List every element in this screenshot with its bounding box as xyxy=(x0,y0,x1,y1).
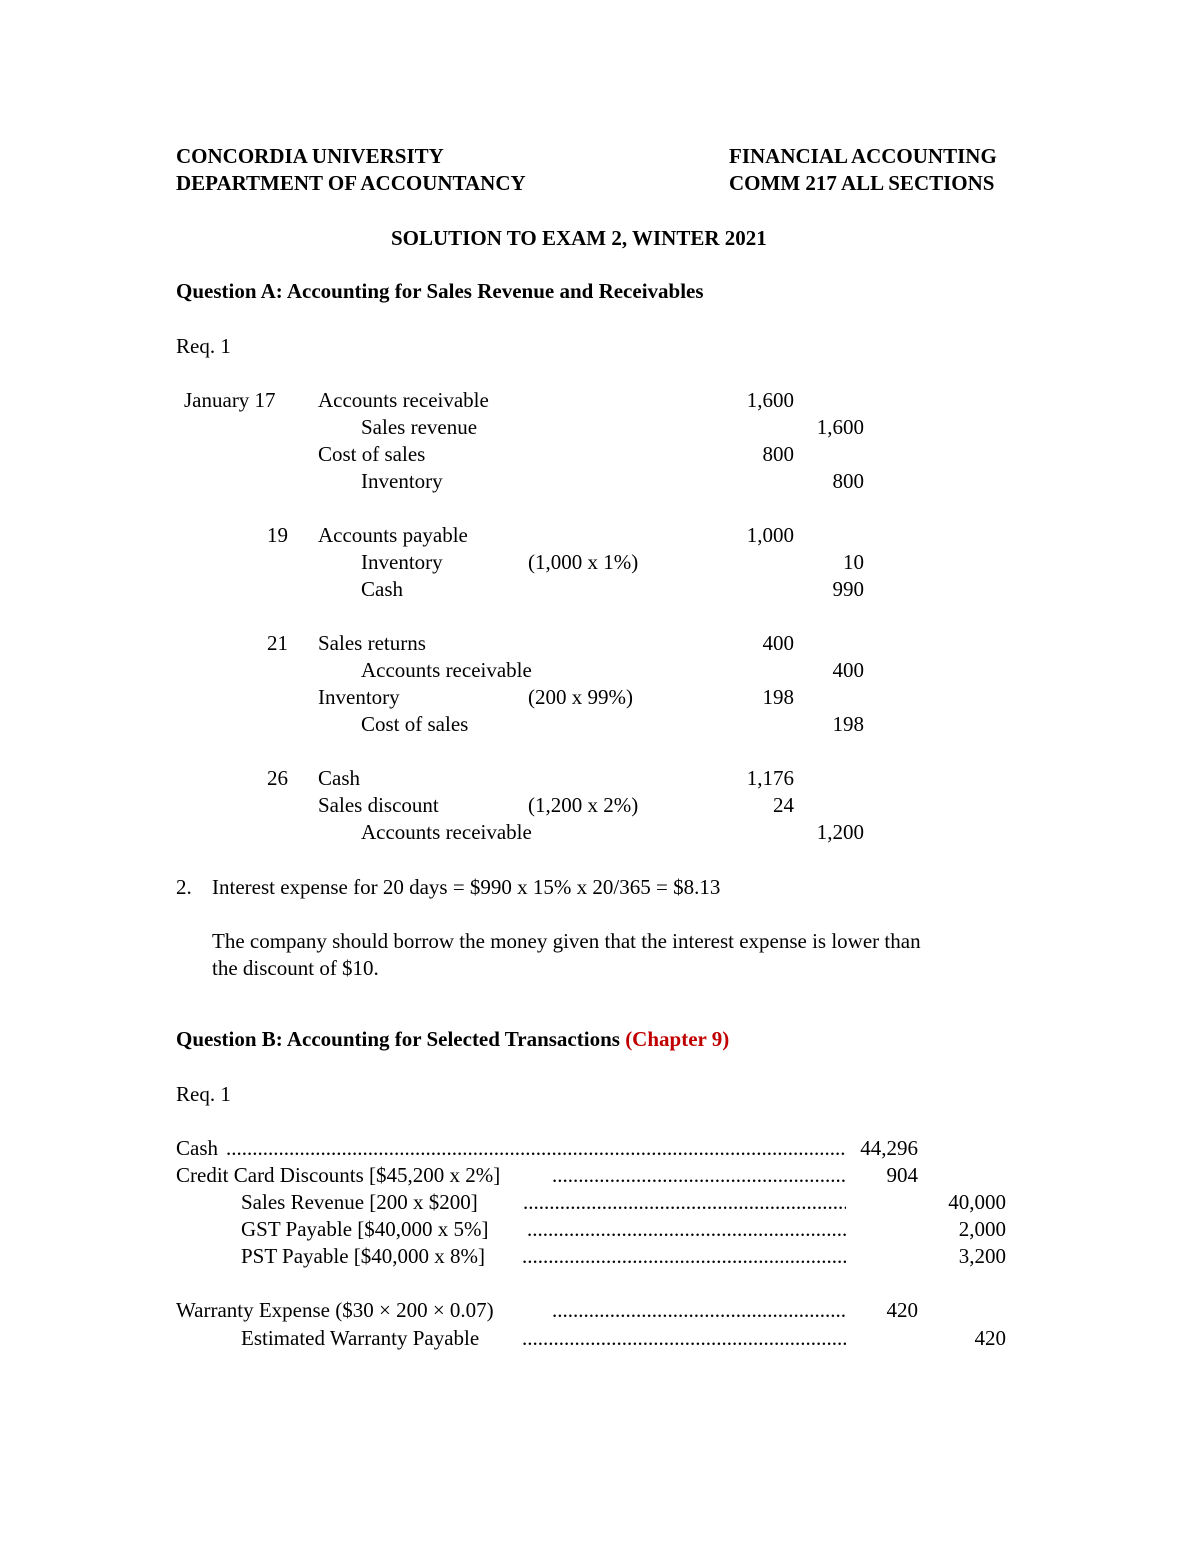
course-code: COMM 217 ALL SECTIONS xyxy=(729,171,995,195)
entry-credit: 2,000 xyxy=(958,1217,1006,1241)
entry-debit: 904 xyxy=(886,1163,918,1187)
leader-dots xyxy=(523,1192,846,1213)
entry-account: Accounts payable xyxy=(318,523,468,547)
entry-account: Inventory xyxy=(361,469,443,493)
entry-account: Credit Card Discounts [$45,200 x 2%] xyxy=(176,1163,501,1187)
entry-debit: 800 xyxy=(762,442,794,466)
entry-calculation: (1,000 x 1%) xyxy=(528,550,639,574)
leader-dots xyxy=(522,1246,846,1267)
entry-credit: 40,000 xyxy=(948,1190,1006,1214)
entry-debit: 1,600 xyxy=(746,388,794,412)
entry-account: GST Payable [$40,000 x 5%] xyxy=(241,1217,489,1241)
entry-account: PST Payable [$40,000 x 8%] xyxy=(241,1244,486,1268)
leader-dots xyxy=(522,1328,846,1349)
entry-account: Sales discount xyxy=(318,793,439,817)
entry-credit: 800 xyxy=(832,469,864,493)
entry-date: 21 xyxy=(267,631,288,655)
entry-credit: 198 xyxy=(832,712,864,736)
entry-account: Inventory xyxy=(361,550,443,574)
entry-account: Accounts receivable xyxy=(318,388,489,412)
leader-dots xyxy=(552,1165,846,1186)
req2-interest-line: Interest expense for 20 days = $990 x 15% x 20/365 = $8.13 xyxy=(212,875,721,899)
entry-credit: 1,600 xyxy=(816,415,864,439)
entry-credit: 400 xyxy=(832,658,864,682)
question-a-heading: Question A: Accounting for Sales Revenue and Receivables xyxy=(176,279,704,303)
entry-credit: 1,200 xyxy=(816,820,864,844)
entry-account: Cash xyxy=(176,1136,218,1160)
leader-dots xyxy=(527,1219,846,1240)
question-a-req1-label: Req. 1 xyxy=(176,334,231,358)
entry-debit: 44,296 xyxy=(860,1136,918,1160)
req2-number: 2. xyxy=(176,875,192,899)
question-b-heading-text: Question B: Accounting for Selected Transactions xyxy=(176,1027,620,1051)
entry-account: Sales revenue xyxy=(361,415,478,439)
question-b-heading xyxy=(176,1029,729,1050)
question-b-req1-label: Req. 1 xyxy=(176,1082,231,1106)
entry-debit: 1,000 xyxy=(746,523,794,547)
entry-date: January 17 xyxy=(184,388,276,412)
leader-dots xyxy=(552,1300,846,1321)
entry-credit: 420 xyxy=(974,1326,1006,1350)
entry-account: Sales Revenue [200 x $200] xyxy=(241,1190,478,1214)
req2-conclusion-line2: the discount of $10. xyxy=(212,956,379,980)
entry-account: Warranty Expense ($30 × 200 × 0.07) xyxy=(176,1298,494,1322)
department-name: DEPARTMENT OF ACCOUNTANCY xyxy=(176,171,526,195)
entry-account: Inventory xyxy=(318,685,400,709)
entry-debit: 24 xyxy=(773,793,794,817)
university-name: CONCORDIA UNIVERSITY xyxy=(176,144,444,168)
entry-account: Sales returns xyxy=(318,631,426,655)
leader-dots xyxy=(226,1138,846,1159)
entry-account: Accounts receivable xyxy=(361,820,532,844)
entry-account: Accounts receivable xyxy=(361,658,532,682)
entry-account: Estimated Warranty Payable xyxy=(241,1326,480,1350)
entry-account: Cost of sales xyxy=(361,712,469,736)
entry-account: Cash xyxy=(361,577,403,601)
entry-debit: 420 xyxy=(886,1298,918,1322)
entry-calculation: (200 x 99%) xyxy=(528,685,633,709)
entry-debit: 1,176 xyxy=(746,766,794,790)
entry-credit: 990 xyxy=(832,577,864,601)
entry-credit: 10 xyxy=(843,550,864,574)
entry-date: 19 xyxy=(267,523,288,547)
entry-debit: 400 xyxy=(762,631,794,655)
entry-debit: 198 xyxy=(762,685,794,709)
entry-credit: 3,200 xyxy=(958,1244,1006,1268)
page-title: SOLUTION TO EXAM 2, WINTER 2021 xyxy=(391,226,767,250)
req2-conclusion-line1: The company should borrow the money given that the interest expense is lower than xyxy=(212,929,921,953)
question-b-chapter-note: (Chapter 9) xyxy=(625,1027,730,1051)
course-title: FINANCIAL ACCOUNTING xyxy=(729,144,997,168)
entry-account: Cost of sales xyxy=(318,442,426,466)
entry-calculation: (1,200 x 2%) xyxy=(528,793,639,817)
entry-date: 26 xyxy=(267,766,288,790)
entry-account: Cash xyxy=(318,766,360,790)
